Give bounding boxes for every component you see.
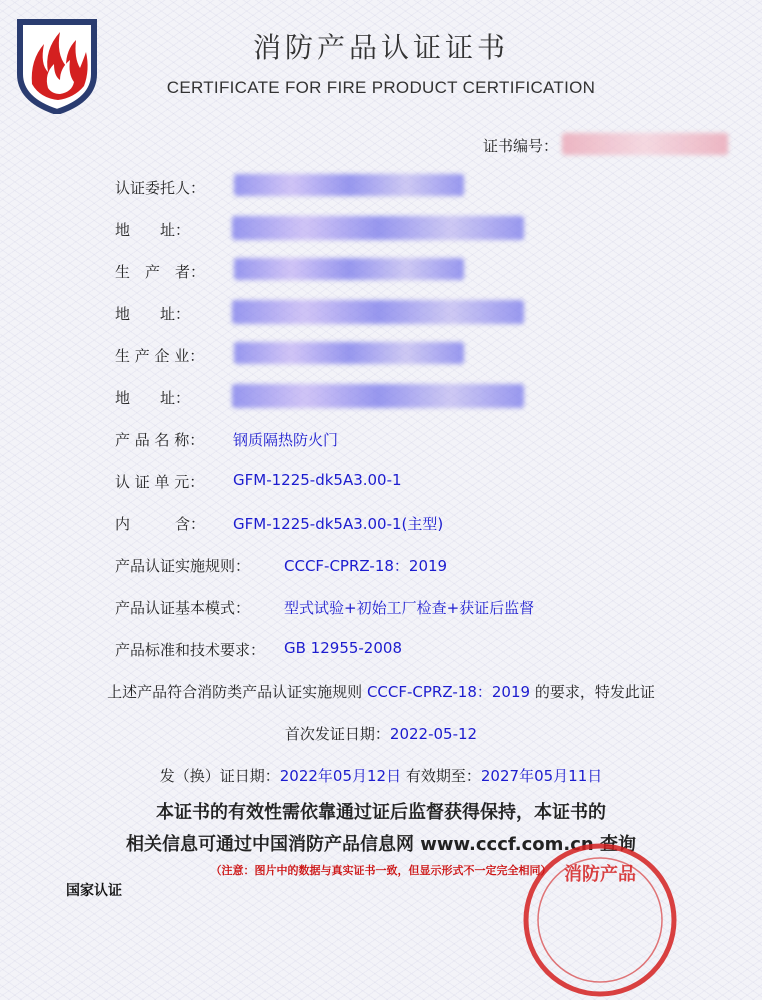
manufacturer-address-redacted [232,384,524,408]
producer-label: 生 产 者： [115,263,206,281]
disclaimer-note: （注意：图片中的数据与真实证书一致，但显示形式不一定完全相同） [210,864,552,877]
implementation-rule-value: CCCF-CPRZ-18：2019 [284,557,448,575]
svg-text:消防产品: 消防产品 [564,864,636,885]
first-issue-value: 2022-05-12 [389,725,478,743]
basic-mode-value: 型式试验+初始工厂检查+获证后监督 [284,599,535,617]
first-issue-label: 首次发证日期： [284,725,390,743]
manufacturer-redacted [234,342,464,364]
standard-value: GB 12955-2008 [284,639,402,657]
producer-address-label: 地 址： [115,305,191,323]
client-redacted [234,174,464,196]
expiry-value: 2027年05月11日 [480,767,603,785]
cert-number-label: 证书编号： [483,137,559,155]
manufacturer-address-label: 地 址： [115,389,191,407]
cert-unit-value: GFM-1225-dk5A3.00-1 [233,471,402,489]
product-name-value: 钢质隔热防火门 [233,431,339,449]
statement-suffix: 的要求，特发此证 [530,683,655,701]
client-address-label: 地 址： [115,221,191,239]
producer-address-redacted [232,300,524,324]
conformity-statement [0,681,762,702]
product-name-label: 产 品 名 称： [115,431,205,449]
manufacturer-label: 生 产 企 业： [115,347,205,365]
contains-value: GFM-1225-dk5A3.00-1(主型) [233,515,444,533]
certificate-title: 消防产品认证证书 [252,31,509,64]
validity-line-1: 本证书的有效性需依靠通过证后监督获得保持，本证书的 [156,802,606,823]
client-label: 认证委托人： [115,179,206,197]
implementation-rule-label: 产品认证实施规则： [115,557,251,575]
contains-label: 内 含： [115,515,206,533]
first-issue-date [0,723,762,744]
producer-redacted [234,258,464,280]
basic-mode-label: 产品认证基本模式： [115,599,251,617]
statement-rule: CCCF-CPRZ-18：2019 [366,683,531,701]
issue-dates [0,765,762,786]
validity-line-2: 相关信息可通过中国消防产品信息网 www.cccf.com.cn 查询 [126,834,636,855]
statement-prefix: 上述产品符合消防类产品认证实施规则 [107,683,367,701]
standard-label: 产品标准和技术要求： [115,641,266,659]
cert-number-redacted [562,133,728,155]
issue-value: 2022年05月12日 [279,767,402,785]
issue-label: 发（换）证日期： [159,767,280,785]
certificate-subtitle: CERTIFICATE FOR FIRE PRODUCT CERTIFICATION [166,78,596,97]
cert-unit-label: 认 证 单 元： [115,473,205,491]
client-address-redacted [232,216,524,240]
bottom-partial-text: 国家认证 [66,883,122,899]
expiry-label: 有效期至： [401,767,481,785]
